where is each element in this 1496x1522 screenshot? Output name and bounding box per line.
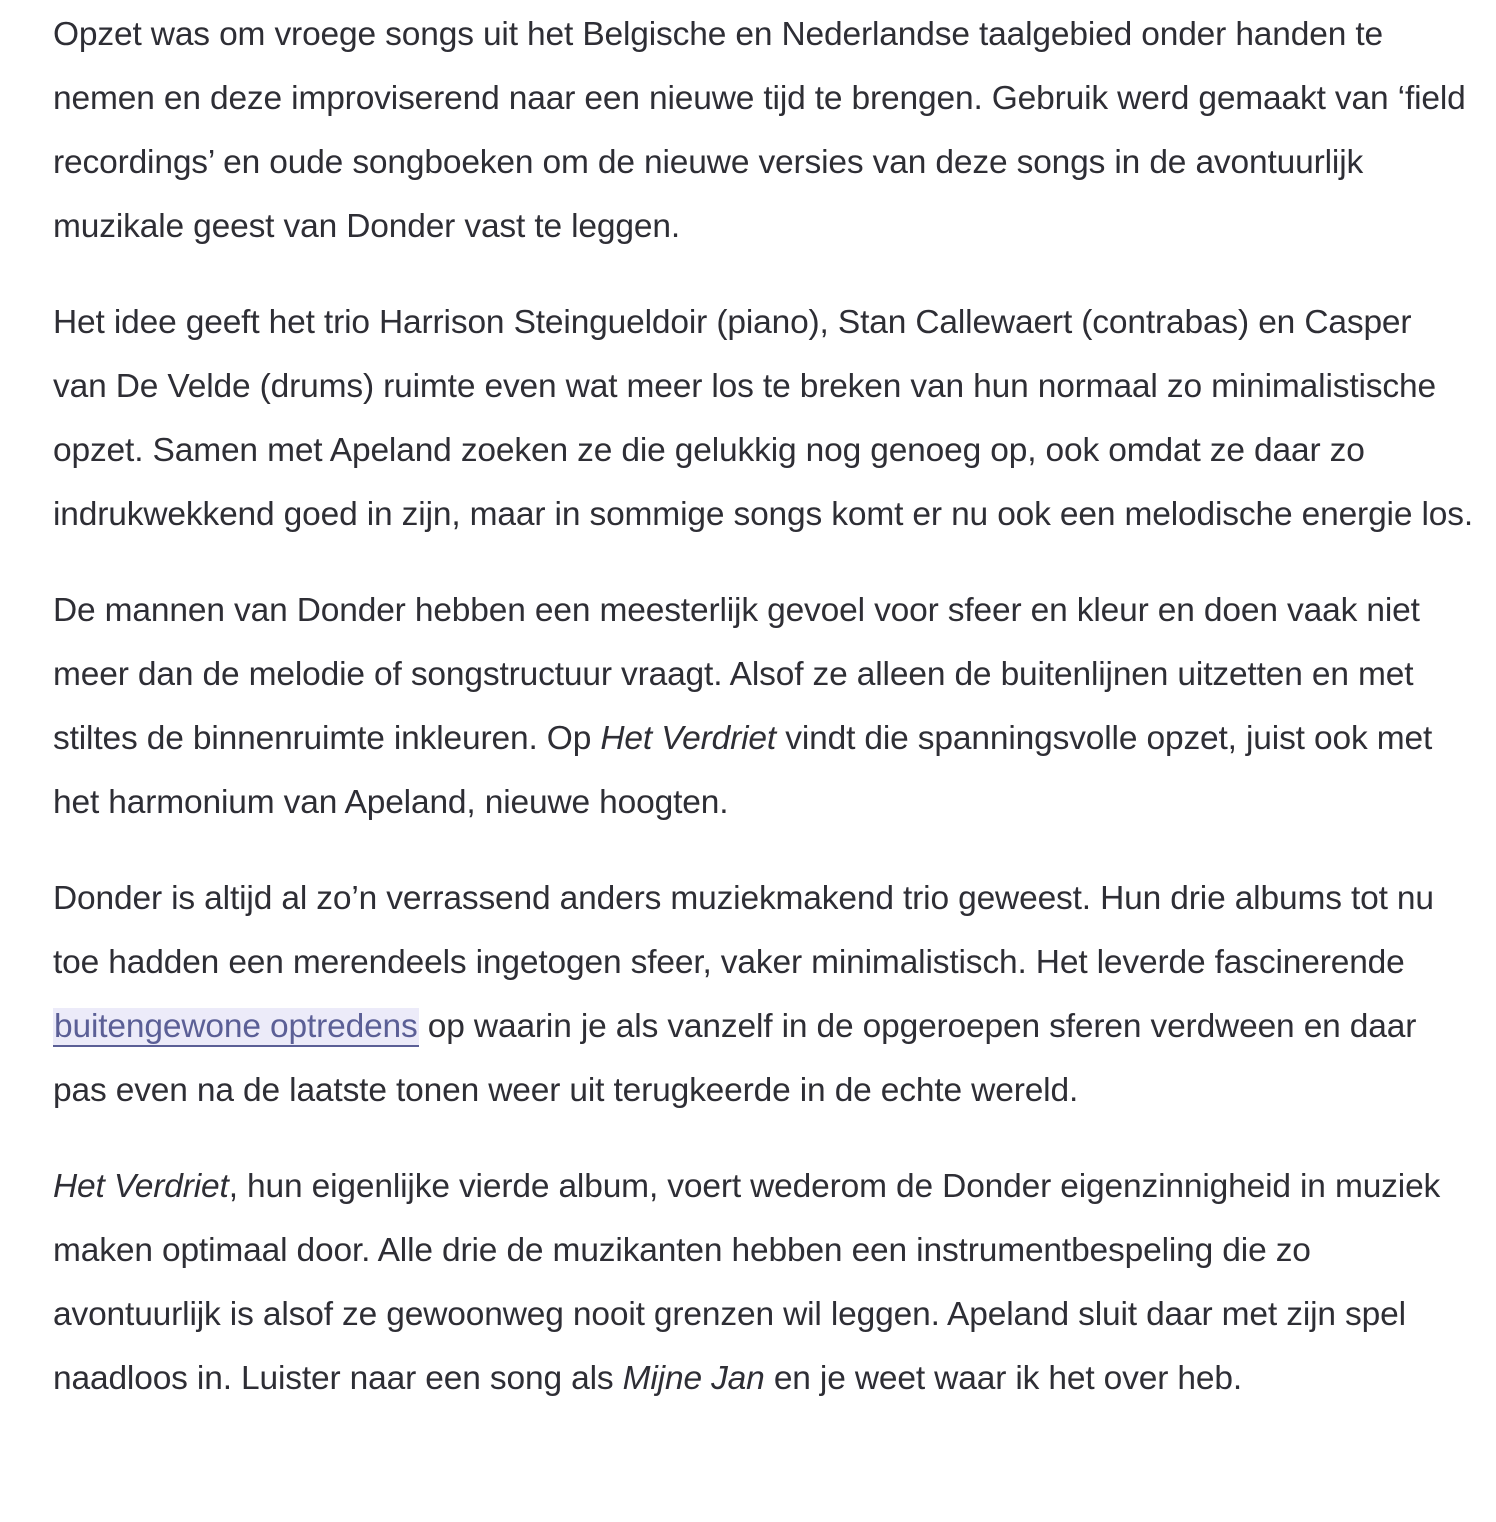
paragraph-5-text-middle: , hun eigenlijke vierde album, voert wederom de Donder eigenzinnigheid in muziek maken optimaal door. Alle drie de muzikanten hebben een instrumentbespeling die zo avontuurlijk is alsof ze gewoonweg nooit grenzen wil leggen. Apeland sluit daar met zijn spel naadloos in. Luister naar een song als — [53, 1168, 1441, 1397]
album-title-italic-2: Het Verdriet — [53, 1168, 229, 1205]
paragraph-4-text-after: op waarin je als vanzelf in de opgeroepen sferen verdween en daar pas even na de laatste tonen weer uit terugkeerde in de echte wereld. — [53, 1008, 1417, 1109]
paragraph-3 — [53, 579, 1473, 835]
album-title-italic: Het Verdriet — [600, 720, 777, 757]
paragraph-4-text-before: Donder is altijd al zo’n verrassend anders muziekmakend trio geweest. Hun drie albums tot nu toe hadden een merendeels ingetogen sfeer, vaker minimalistisch. Het leverde fascinerende — [53, 880, 1434, 981]
song-title-italic: Mijne Jan — [622, 1360, 765, 1397]
paragraph-3-text-before: De mannen van Donder hebben een meesterlijk gevoel voor sfeer en kleur en doen vaak niet meer dan de melodie of songstructuur vraagt. Alsof ze alleen de buitenlijnen uitzetten en met stiltes de binnenruimte inkleuren. Op — [53, 592, 1420, 757]
paragraph-1 — [53, 3, 1473, 259]
paragraph-2 — [53, 291, 1473, 547]
paragraph-1-text: Opzet was om vroege songs uit het Belgische en Nederlandse taalgebied onder handen te nemen en deze improviserend naar een nieuwe tijd te brengen. Gebruik werd gemaakt van ‘field recordings’ en oude songboeken om de nieuwe versies van deze songs in de avontuurlijk muzikale geest van Donder vast te leggen. — [53, 16, 1466, 245]
paragraph-5 — [53, 1155, 1473, 1411]
article-body — [53, 3, 1473, 1443]
paragraph-4 — [53, 867, 1473, 1123]
paragraph-5-text-after: en je weet waar ik het over heb. — [764, 1360, 1243, 1397]
paragraph-2-text: Het idee geeft het trio Harrison Steingueldoir (piano), Stan Callewaert (contrabas) en Casper van De Velde (drums) ruimte even wat meer los te breken van hun normaal zo minimalistische opzet. Samen met Apeland zoeken ze die gelukkig nog genoeg op, ook omdat ze daar zo indrukwekkend goed in zijn, maar in sommige songs komt er nu ook een melodische energie los. — [53, 304, 1474, 533]
paragraph-3-text-after: vindt die spanningsvolle opzet, juist ook met het harmonium van Apeland, nieuwe hoogten. — [53, 720, 1433, 821]
optredens-link[interactable]: buitengewone optredens — [54, 1008, 418, 1045]
